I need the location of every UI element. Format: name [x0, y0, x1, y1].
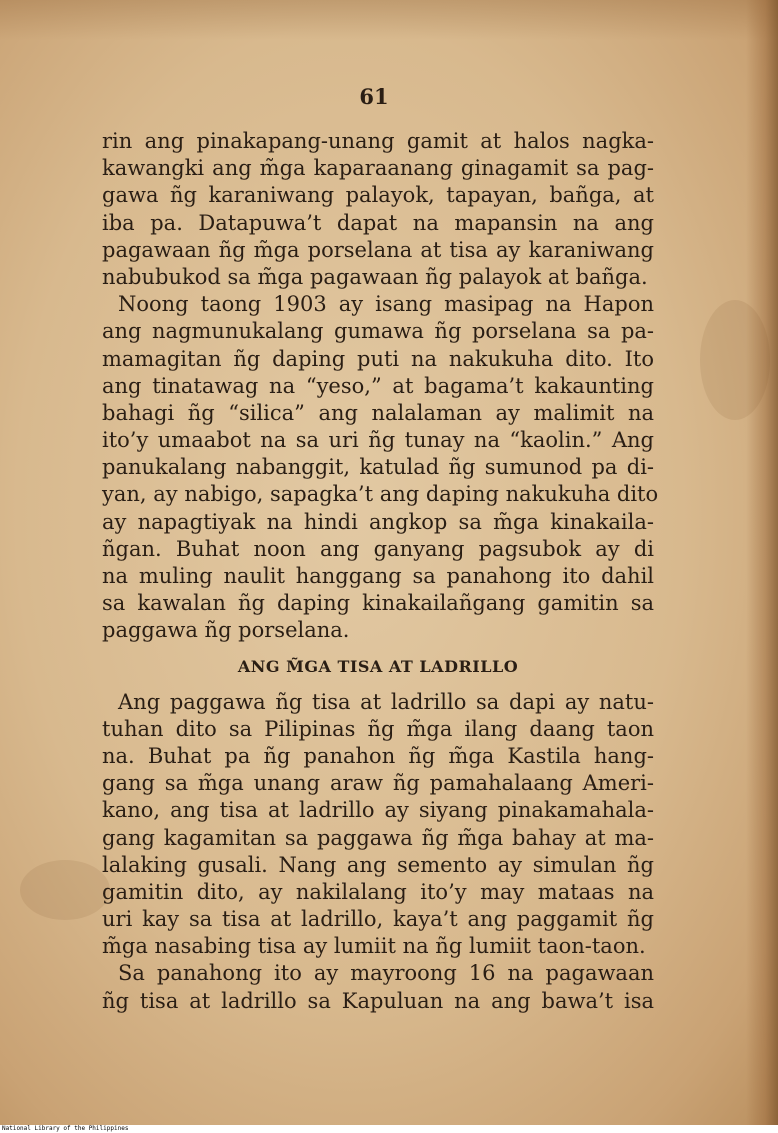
text-line: ay napagtiyak na hindi angkop sa m̃ga kinakaila- — [102, 509, 654, 534]
text-line: ang nagmunukalang gumawa ñg porselana sa pa- — [102, 319, 654, 344]
text-line: gang kagamitan sa paggawa ñg m̃ga bahay at ma- — [102, 825, 654, 850]
paper-stain — [700, 300, 770, 420]
text-line: mamagitan ñg daping puti na nakukuha dito. Ito — [102, 346, 654, 371]
body-text — [102, 128, 659, 1015]
text-line: na. Buhat pa ñg panahon ñg m̃ga Kastila hang- — [102, 743, 654, 768]
paragraph-3 — [102, 689, 654, 961]
text-line: tuhan dito sa Pilipinas ñg m̃ga ilang daang taon — [102, 716, 654, 741]
text-line: uri kay sa tisa at ladrillo, kaya’t ang paggamit ñg — [102, 907, 654, 932]
paragraph-2 — [102, 291, 659, 644]
text-line: nabubukod sa m̃ga pagawaan ñg palayok at bañga. — [102, 264, 648, 289]
text-line: ang tinatawag na “yeso,” at bagama’t kakaunting — [102, 373, 654, 398]
text-line: kano, ang tisa at ladrillo ay siyang pinakamahala- — [102, 798, 654, 823]
text-line: lalaking gusali. Nang ang semento ay simulan ñg — [102, 852, 654, 877]
text-line: gamitin dito, ay nakilalang ito’y may mataas na — [102, 879, 654, 904]
text-line: paggawa ñg porselana. — [102, 618, 350, 643]
text-line: Ang paggawa ñg tisa at ladrillo sa dapi ay natu- — [118, 689, 654, 714]
text-line: ñgan. Buhat noon ang ganyang pagsubok ay di — [102, 536, 654, 561]
page-right-edge — [746, 0, 778, 1125]
text-line: gawa ñg karaniwang palayok, tapayan, bañga, at — [102, 183, 654, 208]
paper-stain — [20, 860, 110, 920]
page-number: 61 — [359, 84, 389, 109]
text-line: ito’y umaabot na sa uri ñg tunay na “kaolin.” Ang — [102, 428, 654, 453]
text-line: rin ang pinakapang-unang gamit at halos nagka- — [102, 129, 654, 153]
paragraph-4 — [102, 960, 654, 1014]
text-line: Noong taong 1903 ay isang masipag na Hapon — [118, 292, 654, 317]
text-line: gang sa m̃ga unang araw ñg pamahalaang Ameri- — [102, 771, 654, 796]
text-line: kawangki ang m̃ga kaparaanang ginagamit sa pag- — [102, 156, 654, 181]
text-line: iba pa. Datapuwa’t dapat na mapansin na ang — [102, 210, 654, 235]
text-line: panukalang nabanggit, katulad ñg sumunod pa di- — [102, 455, 654, 480]
text-line: yan, ay nabigo, sapagka’t ang daping nakukuha dito — [102, 482, 659, 507]
text-line: Sa panahong ito ay mayroong 16 na pagawaan — [118, 961, 654, 986]
text-line: pagawaan ñg m̃ga porselana at tisa ay karaniwang — [102, 237, 654, 262]
page-top-shadow — [0, 0, 778, 40]
paragraph-1 — [102, 128, 654, 291]
text-line: na muling naulit hanggang sa panahong ito dahil — [102, 564, 654, 588]
text-line: ñg tisa at ladrillo sa Kapuluan na ang bawa’t isa — [102, 988, 654, 1013]
text-line: m̃ga nasabing tisa ay lumiit na ñg lumiit taon-taon. — [102, 934, 646, 959]
text-line: sa kawalan ñg daping kinakailañgang gamitin sa — [102, 591, 654, 616]
text-line: bahagi ñg “silica” ang nalalaman ay malimit na — [102, 400, 654, 425]
section-heading: ANG M̃GA TISA AT LADRILLO — [237, 656, 519, 676]
library-credit: National Library of the Philippines — [2, 1125, 129, 1132]
